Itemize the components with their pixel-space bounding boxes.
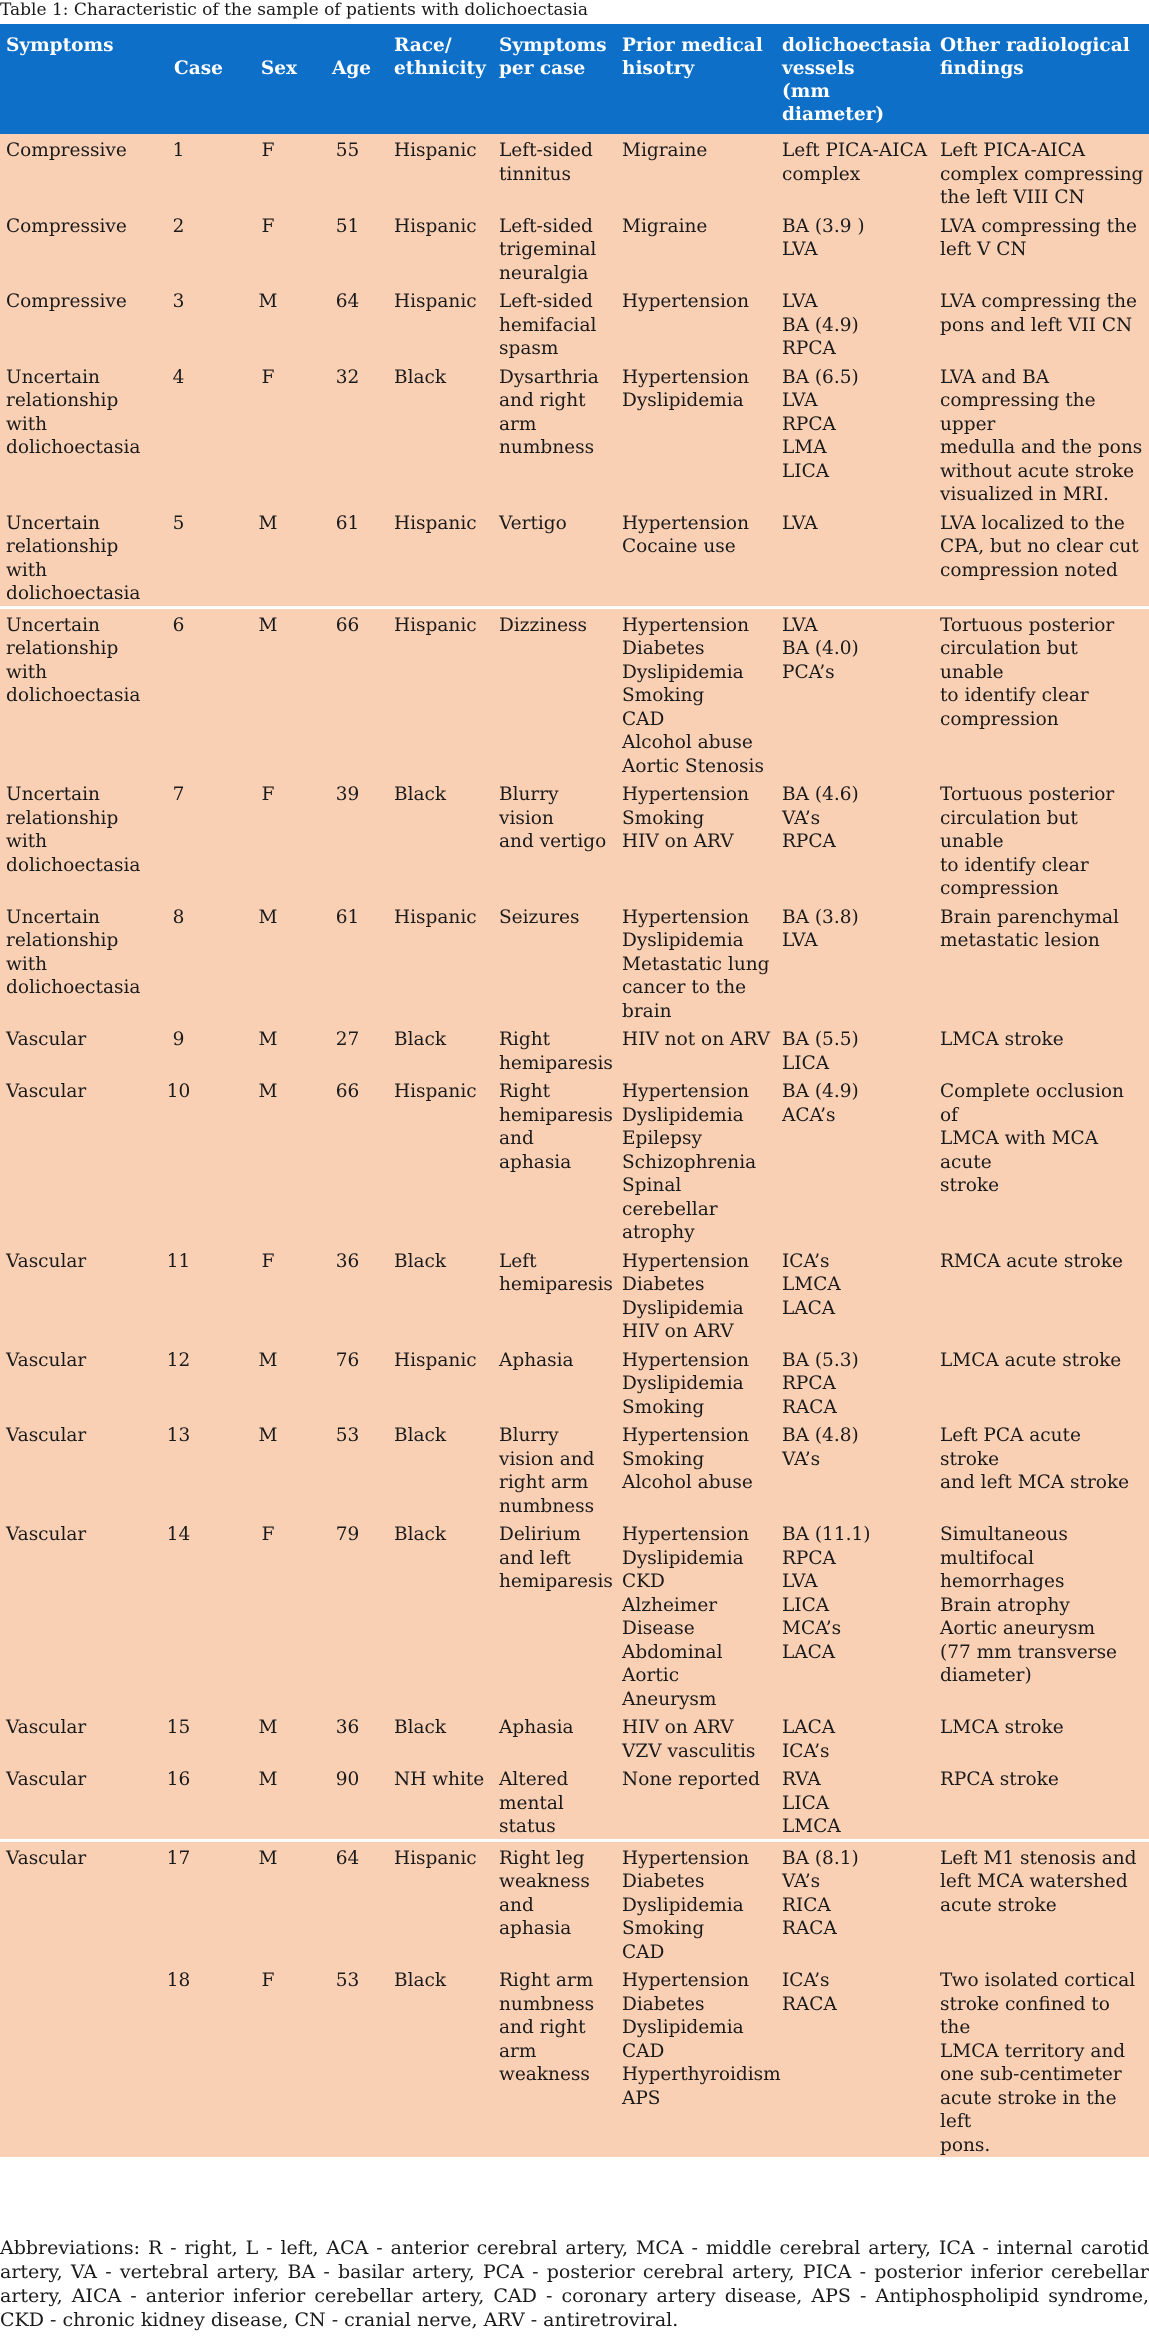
cell-prior-history: Migraine <box>616 210 776 286</box>
cell-symptoms: Vascular <box>0 1075 154 1245</box>
header-vessels: dolichoectasia vessels (mm diameter) <box>776 24 934 134</box>
table-row <box>0 1419 1149 1518</box>
cell-sex: F <box>243 778 315 901</box>
cell-symptoms: Uncertain relationship with dolichoectasia <box>0 607 154 778</box>
cell-vessels: BA (6.5) LVA RPCA LMA LICA <box>776 361 934 507</box>
header-prior-history: Prior medical hisotry <box>616 24 776 134</box>
cell-symptoms-per-case: Left-sided trigeminal neuralgia <box>493 210 616 286</box>
cell-other-findings: LMCA acute stroke <box>934 1344 1149 1420</box>
cell-other-findings: Complete occlusion of LMCA with MCA acute stroke <box>934 1075 1149 1245</box>
cell-age: 39 <box>315 778 388 901</box>
cell-vessels: BA (5.5) LICA <box>776 1023 934 1075</box>
cell-vessels: BA (11.1) RPCA LVA LICA MCA’s LACA <box>776 1518 934 1711</box>
cell-sex: F <box>243 210 315 286</box>
cell-race: Hispanic <box>388 607 493 778</box>
cell-symptoms-per-case: Dizziness <box>493 607 616 778</box>
cell-sex: M <box>243 901 315 1024</box>
cell-other-findings: LVA and BA compressing the upper medulla and the pons without acute stroke visualized in MRI. <box>934 361 1149 507</box>
cell-symptoms: Compressive <box>0 285 154 361</box>
cell-case: 10 <box>154 1075 243 1245</box>
header-case: Case <box>154 24 243 134</box>
cell-sex: F <box>243 1245 315 1344</box>
cell-age: 36 <box>315 1711 388 1763</box>
cell-sex: M <box>243 1711 315 1763</box>
cell-race: Hispanic <box>388 507 493 608</box>
cell-case: 2 <box>154 210 243 286</box>
header-age: Age <box>315 24 388 134</box>
header-race: Race/ ethnicity <box>388 24 493 134</box>
cell-prior-history: Hypertension Dyslipidemia <box>616 361 776 507</box>
cell-race: Hispanic <box>388 134 493 210</box>
cell-symptoms-per-case: Blurry vision and vertigo <box>493 778 616 901</box>
cell-race: Hispanic <box>388 1075 493 1245</box>
cell-age: 61 <box>315 507 388 608</box>
cell-sex: M <box>243 285 315 361</box>
cell-vessels: BA (3.9 ) LVA <box>776 210 934 286</box>
table-row <box>0 1344 1149 1420</box>
cell-age: 61 <box>315 901 388 1024</box>
cell-age: 53 <box>315 1964 388 2157</box>
cell-case: 8 <box>154 901 243 1024</box>
cell-race: Black <box>388 1245 493 1344</box>
cell-sex: F <box>243 1518 315 1711</box>
cell-race: Black <box>388 1518 493 1711</box>
cell-symptoms: Vascular <box>0 1763 154 1840</box>
cell-symptoms-per-case: Aphasia <box>493 1711 616 1763</box>
cell-other-findings: Left M1 stenosis and left MCA watershed acute stroke <box>934 1840 1149 1964</box>
cell-sex: M <box>243 607 315 778</box>
cell-age: 90 <box>315 1763 388 1840</box>
cell-prior-history: Hypertension Smoking HIV on ARV <box>616 778 776 901</box>
cell-race: Black <box>388 1711 493 1763</box>
cell-symptoms: Vascular <box>0 1840 154 1964</box>
patient-characteristics-table <box>0 24 1149 2157</box>
table-row <box>0 285 1149 361</box>
header-symptoms-per-case: Symptoms per case <box>493 24 616 134</box>
cell-symptoms-per-case: Seizures <box>493 901 616 1024</box>
cell-other-findings: LMCA stroke <box>934 1711 1149 1763</box>
header-symptoms: Symptoms <box>0 24 154 134</box>
cell-sex: M <box>243 1419 315 1518</box>
cell-case: 15 <box>154 1711 243 1763</box>
cell-other-findings: Tortuous posterior circulation but unable to identify clear compression <box>934 778 1149 901</box>
cell-race: Black <box>388 1023 493 1075</box>
cell-sex: F <box>243 1964 315 2157</box>
cell-race: NH white <box>388 1763 493 1840</box>
cell-symptoms-per-case: Left-sided hemifacial spasm <box>493 285 616 361</box>
cell-vessels: LACA ICA’s <box>776 1711 934 1763</box>
cell-symptoms-per-case: Right hemiparesis and aphasia <box>493 1075 616 1245</box>
cell-race: Black <box>388 778 493 901</box>
cell-case: 6 <box>154 607 243 778</box>
cell-symptoms <box>0 1964 154 2157</box>
cell-symptoms: Uncertain relationship with dolichoectasia <box>0 901 154 1024</box>
cell-vessels: BA (3.8) LVA <box>776 901 934 1024</box>
table-row <box>0 1023 1149 1075</box>
cell-other-findings: LVA compressing the left V CN <box>934 210 1149 286</box>
cell-prior-history: Migraine <box>616 134 776 210</box>
cell-race: Black <box>388 1964 493 2157</box>
cell-age: 79 <box>315 1518 388 1711</box>
cell-symptoms: Vascular <box>0 1023 154 1075</box>
cell-other-findings: Brain parenchymal metastatic lesion <box>934 901 1149 1024</box>
cell-prior-history: Hypertension Dyslipidemia Metastatic lung cancer to the brain <box>616 901 776 1024</box>
cell-other-findings: RMCA acute stroke <box>934 1245 1149 1344</box>
cell-case: 17 <box>154 1840 243 1964</box>
cell-race: Hispanic <box>388 901 493 1024</box>
cell-sex: M <box>243 1763 315 1840</box>
cell-age: 32 <box>315 361 388 507</box>
cell-other-findings: LVA localized to the CPA, but no clear cut compression noted <box>934 507 1149 608</box>
cell-age: 66 <box>315 1075 388 1245</box>
cell-race: Hispanic <box>388 285 493 361</box>
header-sex: Sex <box>243 24 315 134</box>
cell-symptoms: Uncertain relationship with dolichoectasia <box>0 507 154 608</box>
cell-age: 27 <box>315 1023 388 1075</box>
cell-case: 4 <box>154 361 243 507</box>
cell-case: 13 <box>154 1419 243 1518</box>
cell-case: 14 <box>154 1518 243 1711</box>
cell-case: 3 <box>154 285 243 361</box>
cell-prior-history: Hypertension Smoking Alcohol abuse <box>616 1419 776 1518</box>
table-row <box>0 1840 1149 1964</box>
cell-case: 11 <box>154 1245 243 1344</box>
table-row <box>0 1245 1149 1344</box>
cell-sex: M <box>243 507 315 608</box>
cell-sex: F <box>243 361 315 507</box>
abbreviations-note: Abbreviations: R - right, L - left, ACA - anterior cerebral artery, MCA - middle cerebral artery, ICA - internal carotid artery, VA - vertebral artery, BA - basilar artery, PCA - posterior cerebral artery, PICA - posterior inferior cerebellar artery, AICA - anterior inferior cerebellar artery, CAD - coronary artery disease, APS - Antiphospholipid syndrome, CKD - chronic kidney disease, CN - cranial nerve, ARV - antiretroviral. <box>0 2237 1149 2331</box>
cell-vessels: Left PICA-AICA complex <box>776 134 934 210</box>
cell-other-findings: LMCA stroke <box>934 1023 1149 1075</box>
cell-case: 12 <box>154 1344 243 1420</box>
cell-prior-history: Hypertension Diabetes Dyslipidemia Smoking CAD Alcohol abuse Aortic Stenosis <box>616 607 776 778</box>
table-row <box>0 778 1149 901</box>
cell-age: 51 <box>315 210 388 286</box>
table-row <box>0 1711 1149 1763</box>
cell-vessels: LVA BA (4.9) RPCA <box>776 285 934 361</box>
cell-symptoms: Uncertain relationship with dolichoectasia <box>0 361 154 507</box>
table-row <box>0 901 1149 1024</box>
cell-prior-history: HIV not on ARV <box>616 1023 776 1075</box>
cell-age: 36 <box>315 1245 388 1344</box>
cell-vessels: BA (5.3) RPCA RACA <box>776 1344 934 1420</box>
cell-prior-history: Hypertension Diabetes Dyslipidemia Smoking CAD <box>616 1840 776 1964</box>
cell-vessels: ICA’s LMCA LACA <box>776 1245 934 1344</box>
cell-race: Hispanic <box>388 210 493 286</box>
cell-vessels: BA (4.9) ACA’s <box>776 1075 934 1245</box>
cell-case: 16 <box>154 1763 243 1840</box>
cell-vessels: LVA <box>776 507 934 608</box>
cell-prior-history: HIV on ARV VZV vasculitis <box>616 1711 776 1763</box>
table-row <box>0 1763 1149 1840</box>
table-row <box>0 134 1149 210</box>
cell-sex: M <box>243 1840 315 1964</box>
cell-case: 1 <box>154 134 243 210</box>
table-row <box>0 507 1149 608</box>
cell-symptoms: Uncertain relationship with dolichoectasia <box>0 778 154 901</box>
cell-sex: M <box>243 1344 315 1420</box>
cell-race: Black <box>388 361 493 507</box>
cell-other-findings: LVA compressing the pons and left VII CN <box>934 285 1149 361</box>
cell-symptoms-per-case: Left-sided tinnitus <box>493 134 616 210</box>
table-row <box>0 1518 1149 1711</box>
cell-sex: M <box>243 1075 315 1245</box>
cell-race: Hispanic <box>388 1840 493 1964</box>
cell-symptoms-per-case: Aphasia <box>493 1344 616 1420</box>
cell-other-findings: Simultaneous multifocal hemorrhages Brain atrophy Aortic aneurysm (77 mm transverse diameter) <box>934 1518 1149 1711</box>
cell-age: 53 <box>315 1419 388 1518</box>
cell-symptoms-per-case: Right hemiparesis <box>493 1023 616 1075</box>
cell-symptoms: Vascular <box>0 1419 154 1518</box>
cell-age: 55 <box>315 134 388 210</box>
cell-other-findings: Two isolated cortical stroke confined to the LMCA territory and one sub-centimeter acute stroke in the left pons. <box>934 1964 1149 2157</box>
cell-prior-history: Hypertension Dyslipidemia Epilepsy Schizophrenia Spinal cerebellar atrophy <box>616 1075 776 1245</box>
cell-vessels: LVA BA (4.0) PCA’s <box>776 607 934 778</box>
cell-symptoms-per-case: Delirium and left hemiparesis <box>493 1518 616 1711</box>
cell-age: 76 <box>315 1344 388 1420</box>
cell-symptoms: Vascular <box>0 1711 154 1763</box>
cell-prior-history: Hypertension Dyslipidemia CKD Alzheimer Disease Abdominal Aortic Aneurysm <box>616 1518 776 1711</box>
table-body <box>0 134 1149 2157</box>
cell-prior-history: Hypertension Diabetes Dyslipidemia HIV on ARV <box>616 1245 776 1344</box>
cell-symptoms-per-case: Left hemiparesis <box>493 1245 616 1344</box>
cell-vessels: RVA LICA LMCA <box>776 1763 934 1840</box>
cell-case: 9 <box>154 1023 243 1075</box>
cell-prior-history: Hypertension Dyslipidemia Smoking <box>616 1344 776 1420</box>
cell-race: Black <box>388 1419 493 1518</box>
table-row <box>0 1964 1149 2157</box>
table-row <box>0 210 1149 286</box>
cell-age: 66 <box>315 607 388 778</box>
table-header-row <box>0 24 1149 134</box>
cell-other-findings: Left PCA acute stroke and left MCA stroke <box>934 1419 1149 1518</box>
cell-symptoms-per-case: Right arm numbness and right arm weakness <box>493 1964 616 2157</box>
cell-case: 18 <box>154 1964 243 2157</box>
cell-age: 64 <box>315 1840 388 1964</box>
cell-symptoms-per-case: Vertigo <box>493 507 616 608</box>
cell-symptoms-per-case: Dysarthria and right arm numbness <box>493 361 616 507</box>
cell-age: 64 <box>315 285 388 361</box>
cell-race: Hispanic <box>388 1344 493 1420</box>
cell-prior-history: Hypertension <box>616 285 776 361</box>
header-other-findings: Other radiological findings <box>934 24 1149 134</box>
cell-other-findings: Tortuous posterior circulation but unable to identify clear compression <box>934 607 1149 778</box>
cell-symptoms: Compressive <box>0 210 154 286</box>
cell-prior-history: None reported <box>616 1763 776 1840</box>
cell-vessels: BA (4.8) VA’s <box>776 1419 934 1518</box>
cell-symptoms-per-case: Right leg weakness and aphasia <box>493 1840 616 1964</box>
cell-symptoms: Compressive <box>0 134 154 210</box>
cell-prior-history: Hypertension Diabetes Dyslipidemia CAD Hyperthyroidism APS <box>616 1964 776 2157</box>
cell-symptoms-per-case: Blurry vision and right arm numbness <box>493 1419 616 1518</box>
cell-symptoms: Vascular <box>0 1518 154 1711</box>
cell-sex: F <box>243 134 315 210</box>
table-caption: Table 1: Characteristic of the sample of patients with dolichoectasia <box>0 0 588 20</box>
cell-vessels: ICA’s RACA <box>776 1964 934 2157</box>
cell-case: 5 <box>154 507 243 608</box>
cell-other-findings: RPCA stroke <box>934 1763 1149 1840</box>
cell-prior-history: Hypertension Cocaine use <box>616 507 776 608</box>
cell-case: 7 <box>154 778 243 901</box>
table-row <box>0 607 1149 778</box>
cell-sex: M <box>243 1023 315 1075</box>
cell-symptoms-per-case: Altered mental status <box>493 1763 616 1840</box>
cell-other-findings: Left PICA-AICA complex compressing the left VIII CN <box>934 134 1149 210</box>
cell-symptoms: Vascular <box>0 1344 154 1420</box>
cell-vessels: BA (4.6) VA’s RPCA <box>776 778 934 901</box>
cell-symptoms: Vascular <box>0 1245 154 1344</box>
table-row <box>0 361 1149 507</box>
table-row <box>0 1075 1149 1245</box>
cell-vessels: BA (8.1) VA’s RICA RACA <box>776 1840 934 1964</box>
